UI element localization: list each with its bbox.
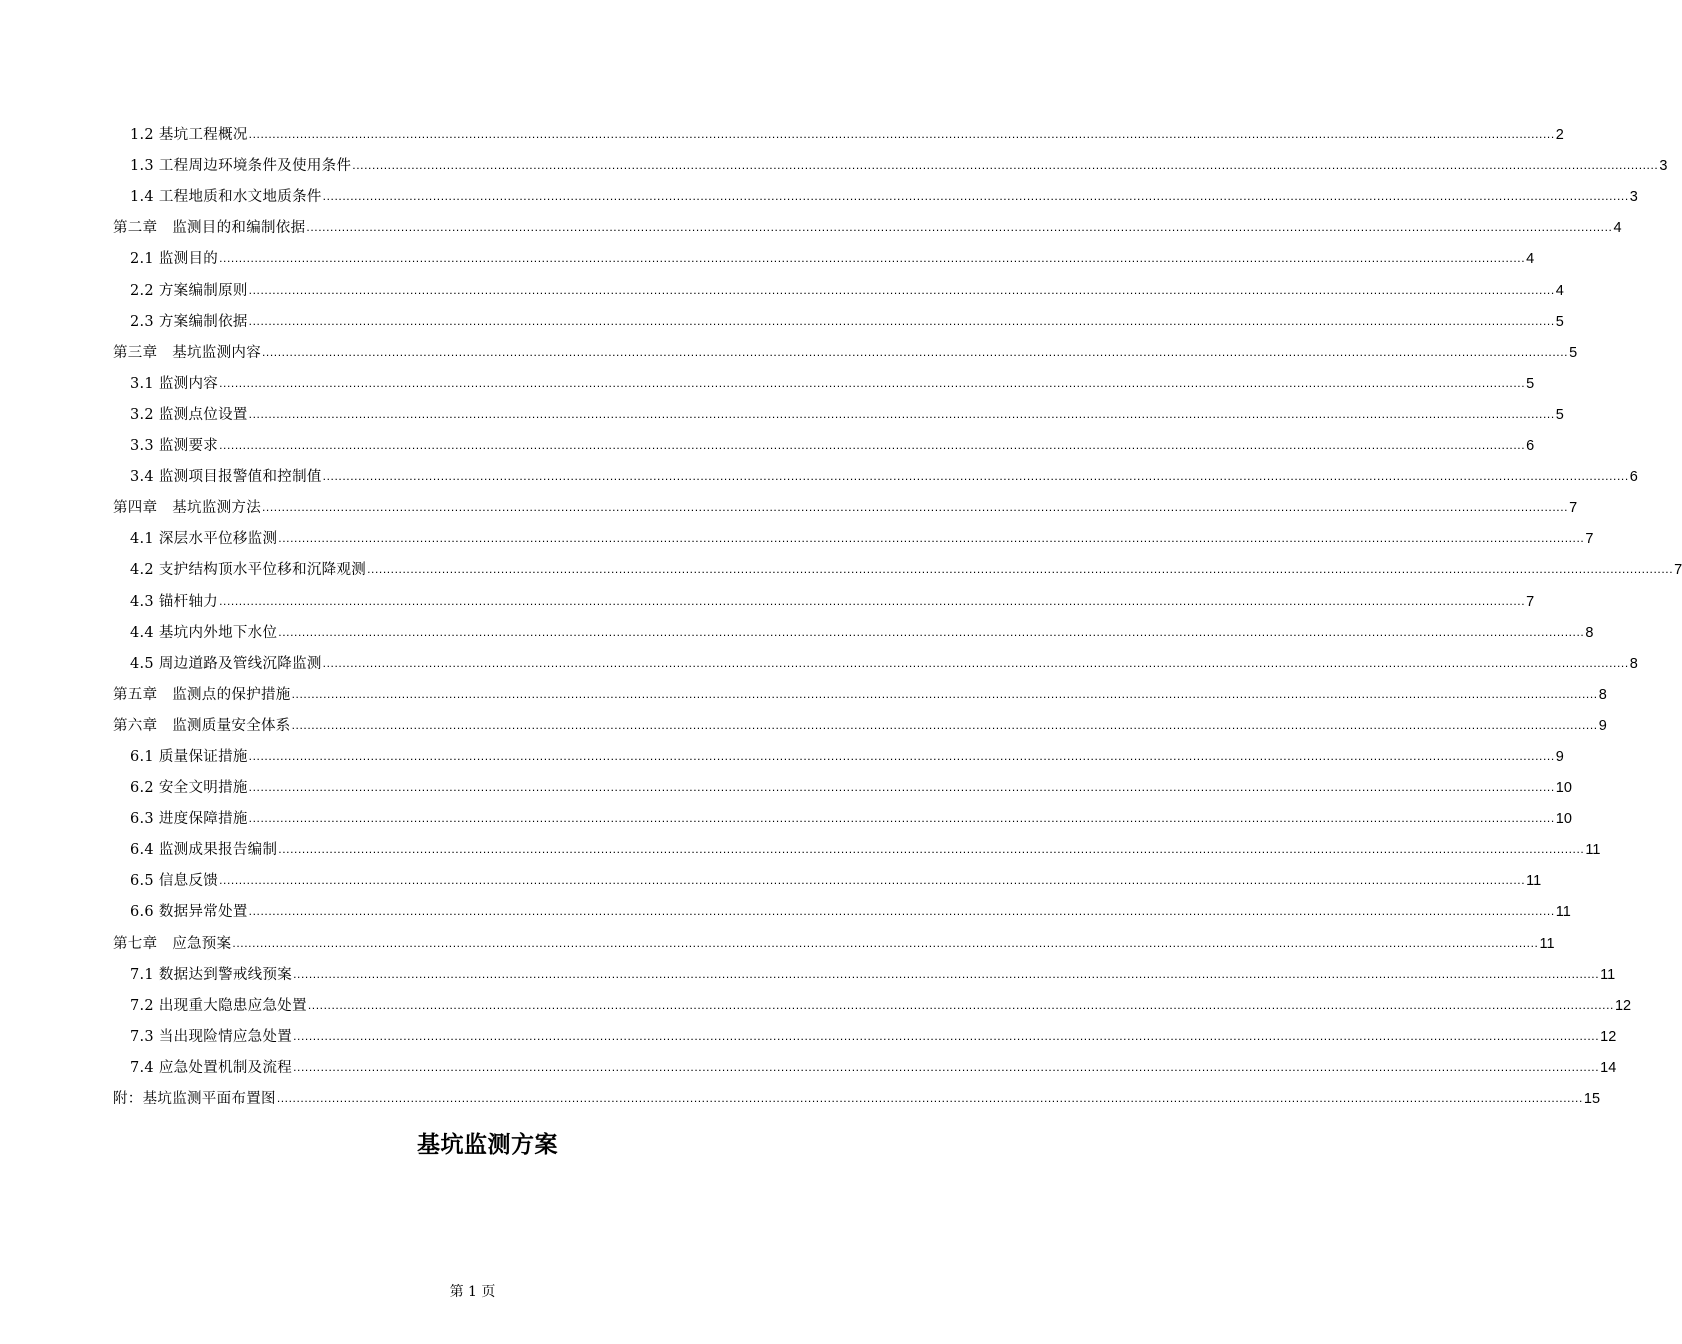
toc-entry-title: 3.2 监测点位设置 — [130, 406, 248, 423]
toc-dot-leader: ............................................................................................................................................................................................................................................................................................................................................ — [306, 220, 1613, 235]
toc-entry-page-number: 14 — [1600, 1059, 1617, 1076]
toc-entry-title: 6.6 数据异常处置 — [130, 904, 248, 921]
toc-dot-leader: ............................................................................................................................................................................................................................................................................................................................................ — [278, 624, 1585, 639]
toc-entry[interactable] — [113, 462, 1638, 493]
toc-entry-title: 4.5 周边道路及管线沉降监测 — [130, 655, 322, 672]
toc-entry[interactable] — [113, 120, 1564, 151]
toc-entry-title: 2.3 方案编制依据 — [130, 313, 248, 330]
toc-entry-page-number: 7 — [1569, 500, 1578, 517]
toc-entry-title: 1.4 工程地质和水文地质条件 — [130, 189, 322, 206]
toc-dot-leader: ............................................................................................................................................................................................................................................................................................................................................ — [291, 717, 1598, 732]
toc-entry-page-number: 12 — [1614, 997, 1632, 1014]
toc-entry[interactable] — [113, 307, 1564, 338]
toc-entry[interactable] — [113, 866, 1542, 897]
toc-dot-leader: ............................................................................................................................................................................................................................................................................................................................................ — [262, 344, 1569, 359]
toc-dot-leader: ............................................................................................................................................................................................................................................................................................................................................ — [276, 1091, 1583, 1105]
toc-entry-title: 6.5 信息反馈 — [130, 873, 219, 890]
toc-entry-page-number: 5 — [1555, 406, 1564, 423]
toc-entry[interactable] — [113, 773, 1572, 804]
toc-entry-page-number: 4 — [1555, 282, 1564, 299]
toc-dot-leader: ............................................................................................................................................................................................................................................................................................................................................ — [219, 251, 1526, 266]
toc-entry[interactable] — [113, 244, 1535, 275]
toc-entry-title: 1.2 基坑工程概况 — [130, 127, 248, 144]
toc-entry-page-number: 8 — [1629, 655, 1638, 672]
toc-entry[interactable] — [113, 151, 1668, 182]
toc-entry-title: 1.3 工程周边环境条件及使用条件 — [130, 158, 352, 175]
toc-entry-title: 4.3 锚杆轴力 — [130, 593, 219, 610]
toc-entry-title: 2.1 监测目的 — [130, 251, 219, 268]
toc-entry-page-number: 6 — [1526, 438, 1535, 455]
toc-entry[interactable] — [113, 1084, 1601, 1115]
toc-dot-leader: ............................................................................................................................................................................................................................................................................................................................................ — [262, 500, 1569, 515]
toc-entry-title: 第七章 应急预案 — [113, 935, 232, 952]
toc-entry-title: 7.1 数据达到警戒线预案 — [130, 966, 293, 983]
toc-entry[interactable] — [113, 369, 1535, 400]
toc-entry-title: 第六章 监测质量安全体系 — [113, 717, 291, 734]
toc-entry[interactable] — [113, 182, 1638, 213]
toc-entry-page-number: 11 — [1526, 873, 1542, 890]
toc-entry-title: 7.2 出现重大隐患应急处置 — [130, 997, 307, 1014]
toc-entry-title: 7.4 应急处置机制及流程 — [130, 1059, 293, 1076]
toc-dot-leader: ............................................................................................................................................................................................................................................................................................................................................ — [322, 189, 1629, 204]
toc-dot-leader: ............................................................................................................................................................................................................................................................................................................................................ — [219, 375, 1526, 390]
toc-dot-leader: ............................................................................................................................................................................................................................................................................................................................................ — [219, 873, 1526, 888]
toc-dot-leader: ............................................................................................................................................................................................................................................................................................................................................ — [248, 406, 1555, 421]
toc-entry[interactable] — [113, 742, 1564, 773]
toc-entry-page-number: 11 — [1585, 842, 1601, 859]
toc-entry[interactable] — [113, 1053, 1617, 1084]
toc-entry-page-number: 3 — [1629, 189, 1638, 206]
toc-dot-leader: ............................................................................................................................................................................................................................................................................................................................................ — [232, 935, 1539, 950]
toc-entry[interactable] — [113, 493, 1578, 524]
toc-entry[interactable] — [113, 213, 1622, 244]
toc-entry-title: 3.3 监测要求 — [130, 438, 219, 455]
toc-dot-leader: ............................................................................................................................................................................................................................................................................................................................................ — [248, 748, 1555, 763]
toc-entry-title: 6.1 质量保证措施 — [130, 748, 248, 765]
toc-entry-title: 4.2 支护结构顶水平位移和沉降观测 — [130, 562, 367, 579]
toc-entry[interactable] — [113, 928, 1555, 959]
toc-dot-leader: ............................................................................................................................................................................................................................................................................................................................................ — [293, 1059, 1600, 1074]
toc-entry[interactable] — [113, 586, 1535, 617]
toc-entry-title: 6.3 进度保障措施 — [130, 811, 248, 828]
toc-entry-title: 第二章 监测目的和编制依据 — [113, 220, 306, 237]
toc-entry[interactable] — [113, 524, 1594, 555]
toc-entry-page-number: 10 — [1555, 811, 1572, 828]
toc-dot-leader: ............................................................................................................................................................................................................................................................................................................................................ — [278, 531, 1585, 546]
toc-entry-page-number: 5 — [1555, 313, 1564, 330]
toc-entry-title: 4.1 深层水平位移监测 — [130, 531, 278, 548]
toc-entry[interactable] — [113, 1022, 1617, 1053]
toc-dot-leader: ............................................................................................................................................................................................................................................................................................................................................ — [322, 655, 1629, 670]
toc-entry-page-number: 11 — [1555, 904, 1571, 921]
toc-entry-page-number: 5 — [1526, 375, 1535, 392]
toc-entry-title: 3.4 监测项目报警值和控制值 — [130, 469, 322, 486]
toc-entry-title: 附：基坑监测平面布置图 — [113, 1091, 276, 1107]
toc-entry-title: 第四章 基坑监测方法 — [113, 500, 261, 517]
toc-entry[interactable] — [113, 275, 1564, 306]
toc-dot-leader: ............................................................................................................................................................................................................................................................................................................................................ — [248, 313, 1555, 328]
toc-entry-page-number: 3 — [1659, 158, 1668, 175]
toc-entry-title: 4.4 基坑内外地下水位 — [130, 624, 278, 641]
toc-entry-title: 第五章 监测点的保护措施 — [113, 686, 291, 703]
toc-entry-page-number: 12 — [1600, 1028, 1617, 1045]
toc-entry[interactable] — [113, 680, 1607, 711]
toc-entry-page-number: 9 — [1598, 717, 1607, 734]
toc-entry-page-number: 8 — [1598, 686, 1607, 703]
toc-dot-leader: ............................................................................................................................................................................................................................................................................................................................................ — [248, 904, 1555, 919]
toc-dot-leader: ............................................................................................................................................................................................................................................................................................................................................ — [219, 438, 1526, 453]
toc-entry-title: 第三章 基坑监测内容 — [113, 344, 261, 361]
page-number-footer: 第 1 页 — [449, 1284, 496, 1300]
toc-entry-title: 3.1 监测内容 — [130, 375, 219, 392]
toc-entry[interactable] — [113, 431, 1535, 462]
toc-entry-page-number: 5 — [1569, 344, 1578, 361]
toc-entry-page-number: 7 — [1674, 562, 1682, 579]
toc-entry-page-number: 8 — [1585, 624, 1594, 641]
toc-entry[interactable] — [113, 804, 1572, 835]
toc-entry-page-number: 11 — [1539, 935, 1555, 952]
toc-dot-leader: ............................................................................................................................................................................................................................................................................................................................................ — [352, 158, 1659, 173]
toc-entry-title: 6.4 监测成果报告编制 — [130, 842, 278, 859]
toc-entry-page-number: 4 — [1526, 251, 1535, 268]
toc-entry-title: 2.2 方案编制原则 — [130, 282, 248, 299]
table-of-contents — [113, 120, 1682, 1115]
toc-dot-leader: ............................................................................................................................................................................................................................................................................................................................................ — [291, 686, 1598, 701]
toc-entry[interactable] — [113, 991, 1632, 1022]
toc-dot-leader: ............................................................................................................................................................................................................................................................................................................................................ — [248, 811, 1555, 826]
toc-entry-page-number: 9 — [1555, 748, 1564, 765]
toc-dot-leader: ............................................................................................................................................................................................................................................................................................................................................ — [307, 997, 1614, 1012]
document-title: 基坑监测方案 — [417, 1131, 558, 1158]
toc-entry-title: 7.3 当出现险情应急处置 — [130, 1028, 293, 1045]
toc-entry-page-number: 10 — [1555, 780, 1572, 797]
toc-entry-page-number: 2 — [1555, 127, 1564, 144]
toc-entry-page-number: 7 — [1526, 593, 1535, 610]
toc-dot-leader: ............................................................................................................................................................................................................................................................................................................................................ — [322, 469, 1629, 484]
toc-entry-page-number: 6 — [1629, 469, 1638, 486]
toc-entry[interactable] — [113, 555, 1682, 586]
toc-entry[interactable] — [113, 338, 1578, 369]
toc-dot-leader: ............................................................................................................................................................................................................................................................................................................................................ — [293, 1028, 1600, 1043]
toc-dot-leader: ............................................................................................................................................................................................................................................................................................................................................ — [293, 966, 1600, 981]
toc-dot-leader: ............................................................................................................................................................................................................................................................................................................................................ — [278, 842, 1585, 857]
toc-dot-leader: ............................................................................................................................................................................................................................................................................................................................................ — [248, 282, 1555, 297]
toc-entry[interactable] — [113, 711, 1607, 742]
toc-entry[interactable] — [113, 897, 1571, 928]
toc-entry-title: 6.2 安全文明措施 — [130, 780, 248, 797]
toc-entry-page-number: 11 — [1600, 966, 1616, 983]
toc-entry-page-number: 4 — [1613, 220, 1622, 237]
toc-entry[interactable] — [113, 618, 1594, 649]
toc-dot-leader: ............................................................................................................................................................................................................................................................................................................................................ — [248, 780, 1555, 795]
toc-entry[interactable] — [113, 960, 1616, 991]
toc-dot-leader: ............................................................................................................................................................................................................................................................................................................................................ — [367, 562, 1674, 577]
toc-entry-page-number: 15 — [1583, 1091, 1601, 1107]
toc-entry-page-number: 7 — [1585, 531, 1594, 548]
toc-entry[interactable] — [113, 649, 1638, 680]
toc-dot-leader: ............................................................................................................................................................................................................................................................................................................................................ — [219, 593, 1526, 608]
toc-entry[interactable] — [113, 400, 1564, 431]
toc-entry[interactable] — [113, 835, 1601, 866]
toc-dot-leader: ............................................................................................................................................................................................................................................................................................................................................ — [248, 127, 1555, 142]
